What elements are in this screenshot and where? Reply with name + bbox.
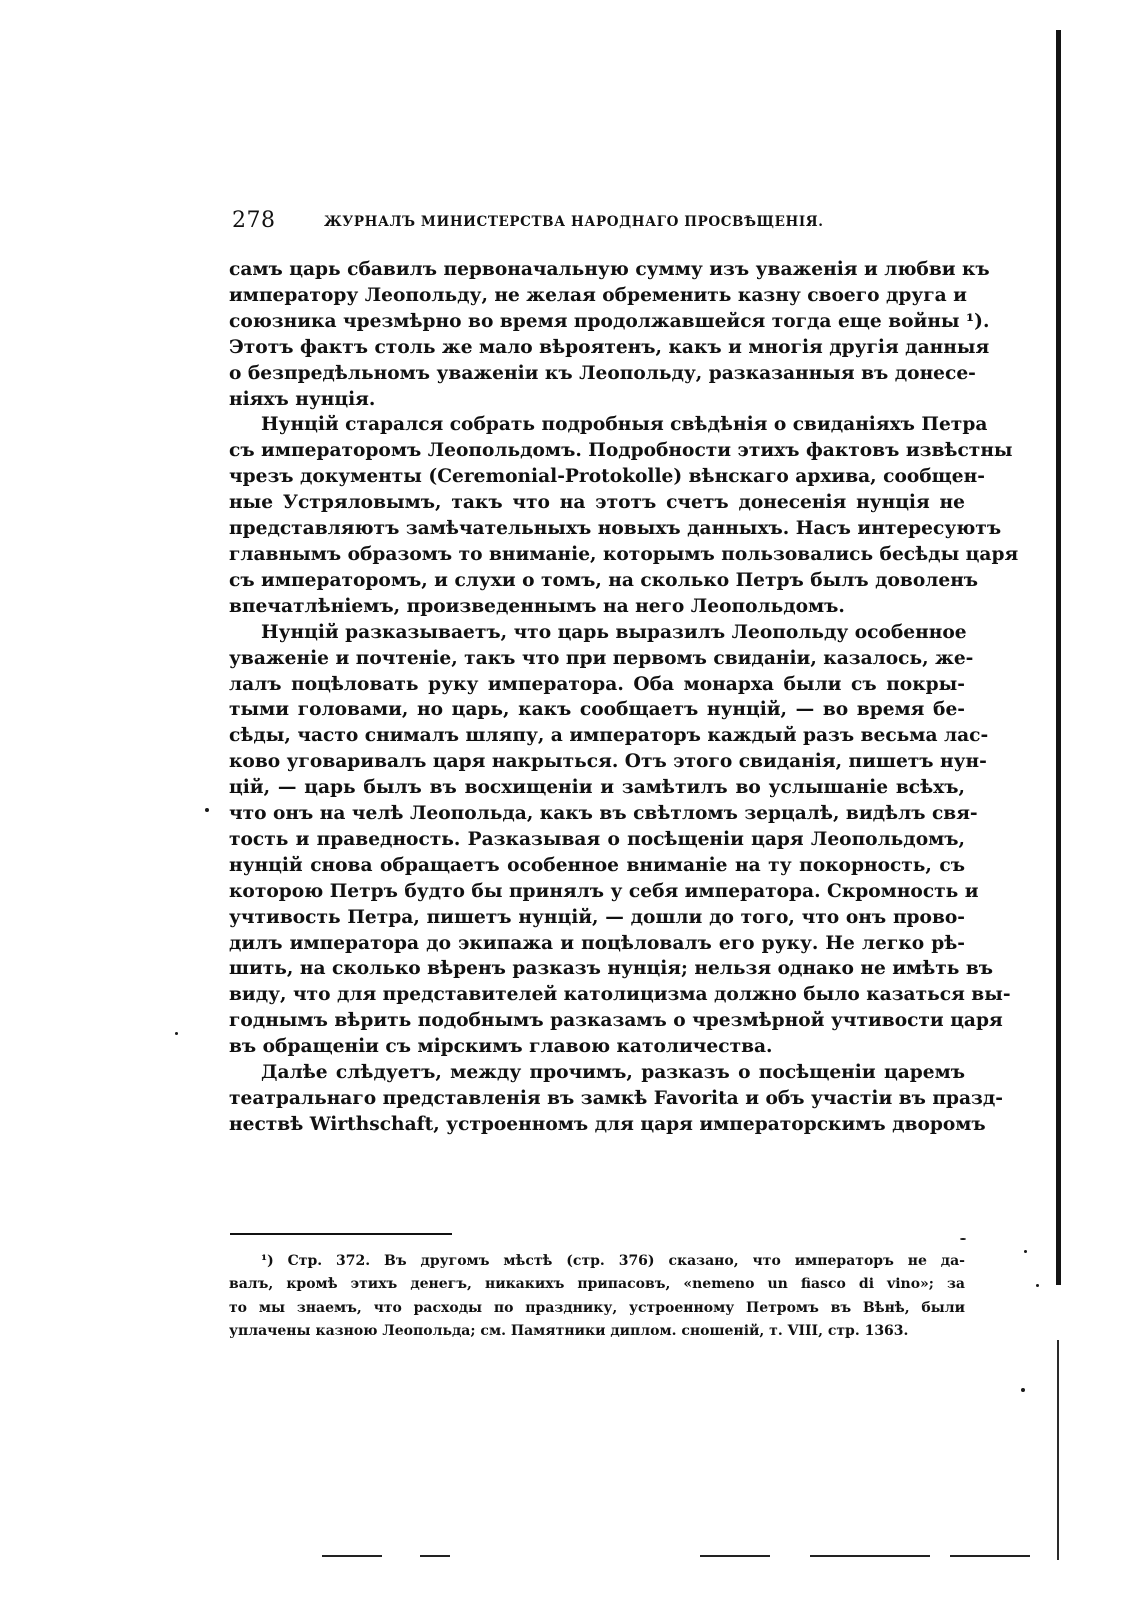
text-line: Нунцій разказываетъ, что царь выразилъ Леопольду особенное [261, 621, 967, 643]
text-line: уваженіе и почтеніе, такъ что при первомъ свиданіи, казалось, же- [229, 647, 974, 669]
text-line: нунцій снова обращаетъ особенное вниманіе на ту покорность, съ [229, 854, 965, 876]
text-line: ные Устряловымъ, такъ что на этотъ счетъ донесенія нунція не [229, 492, 965, 514]
page-number: 278 [232, 208, 276, 233]
scan-edge-dash [420, 1555, 450, 1557]
text-line: которою Петръ будто бы принялъ у себя императора. Скромность и [229, 880, 979, 902]
text-line: театральнаго представленія въ замкѣ Favorita и объ участіи въ празд- [229, 1088, 1004, 1109]
text-line: главнымъ образомъ то вниманіе, которымъ пользовались бесѣды царя [229, 543, 1019, 565]
footnote-line: ¹) Стр. 372. Въ другомъ мѣстѣ (стр. 376) сказано, что императоръ не да- [261, 1253, 965, 1269]
text-line: союзника чрезмѣрно во время продолжавшейся тогда еще войны ¹). [229, 310, 990, 332]
text-line: самъ царь сбавилъ первоначальную сумму изъ уваженія и любви къ [229, 259, 990, 280]
scan-speck [1024, 1250, 1027, 1253]
text-line: съ императоромъ, и слухи о томъ, на сколько Петръ былъ доволенъ [229, 569, 979, 591]
footnote [229, 1250, 965, 1344]
scan-speck [175, 1032, 178, 1035]
text-line: ніяхъ нунція. [229, 388, 376, 410]
text-line: впечатлѣніемъ, произведеннымъ на него Леопольдомъ. [229, 595, 845, 617]
text-line: дилъ императора до экипажа и поцѣловалъ его руку. Не легко рѣ- [229, 932, 965, 954]
text-line: цій, — царь былъ въ восхищеніи и замѣтилъ во услышаніе всѣхъ, [229, 777, 965, 799]
text-line: сѣды, часто снималъ шляпу, а императоръ каждый разъ весьма лас- [229, 725, 989, 747]
scan-speck [1036, 1284, 1039, 1287]
paragraph-2 [229, 412, 1019, 619]
footnote-line: валъ, кромѣ этихъ денегъ, никакихъ припасовъ, «nemeno un fiasco di vino»; за [229, 1276, 965, 1293]
body-text [229, 257, 1019, 1138]
text-line: Этотъ фактъ столь же мало вѣроятенъ, какъ и многія другія данныя [229, 336, 990, 358]
paragraph-1 [229, 257, 990, 412]
scan-edge-dash [700, 1555, 770, 1557]
text-line: Далѣе слѣдуетъ, между прочимъ, разказъ о посѣщеніи царемъ [261, 1062, 965, 1084]
text-line: лалъ поцѣловать руку императора. Оба монарха были съ покры- [229, 673, 965, 695]
binding-edge-line-lower [1057, 1340, 1059, 1560]
text-line: императору Леопольду, не желая обременить казну своего друга и [229, 284, 967, 306]
scan-speck [960, 1238, 966, 1240]
text-line: шить, на сколько вѣренъ разказъ нунція; нельзя однако не имѣть въ [229, 958, 994, 980]
text-line: тость и праведность. Разказывая о посѣщеніи царя Леопольдомъ, [229, 828, 965, 850]
scan-speck [1021, 1388, 1025, 1392]
text-line: съ императоромъ Леопольдомъ. Подробности этихъ фактовъ извѣстны [229, 440, 1013, 462]
text-line: о безпредѣльномъ уваженіи къ Леопольду, разказанныя въ донесе- [229, 362, 976, 384]
scan-speck [205, 808, 209, 812]
page-header [232, 208, 864, 238]
footnote-line: уплачены казною Леопольда; см. Памятники диплом. сношеній, т. VIII, стр. 1363. [229, 1323, 909, 1340]
text-line: въ обращеніи съ мірскимъ главою католичества. [229, 1036, 773, 1058]
footnote-divider [230, 1233, 452, 1235]
binding-edge-line [1056, 30, 1061, 1285]
paragraph-3 [229, 620, 1011, 1060]
text-line: что онъ на челѣ Леопольда, какъ въ свѣтломъ зерцалѣ, видѣлъ свя- [229, 803, 978, 825]
text-line: виду, что для представителей католицизма должно было казаться вы- [229, 984, 1011, 1006]
text-line: ково уговаривалъ царя накрыться. Отъ этого свиданія, пишетъ нун- [229, 751, 987, 773]
text-line: нествѣ Wirthschaft, устроенномъ для царя императорскимъ дворомъ [229, 1113, 986, 1135]
paragraph-4 [229, 1060, 1004, 1138]
text-line: тыми головами, но царь, какъ сообщаетъ нунцій, — во время бе- [229, 699, 965, 721]
footnote-line: то мы знаемъ, что расходы по празднику, устроенному Петромъ въ Вѣнѣ, были [229, 1299, 965, 1316]
text-line: Нунцій старался собрать подробныя свѣдѣнія о свиданіяхъ Петра [261, 414, 988, 436]
text-line: представляютъ замѣчательныхъ новыхъ данныхъ. Насъ интересуютъ [229, 518, 1002, 540]
scan-edge-dash [950, 1555, 1030, 1557]
text-line: учтивость Петра, пишетъ нунцій, — дошли до того, что онъ прово- [229, 906, 965, 928]
text-line: чрезъ документы (Ceremonial-Protokolle) вѣнскаго архива, сообщен- [229, 466, 985, 488]
scan-edge-dash [322, 1555, 382, 1557]
text-line: годнымъ вѣрить подобнымъ разказамъ о чрезмѣрной учтивости царя [229, 1010, 1003, 1032]
running-title: ЖУРНАЛЪ МИНИСТЕРСТВА НАРОДНАГО ПРОСВѢЩЕНІЯ. [324, 214, 824, 230]
scan-edge-dash [810, 1555, 930, 1557]
